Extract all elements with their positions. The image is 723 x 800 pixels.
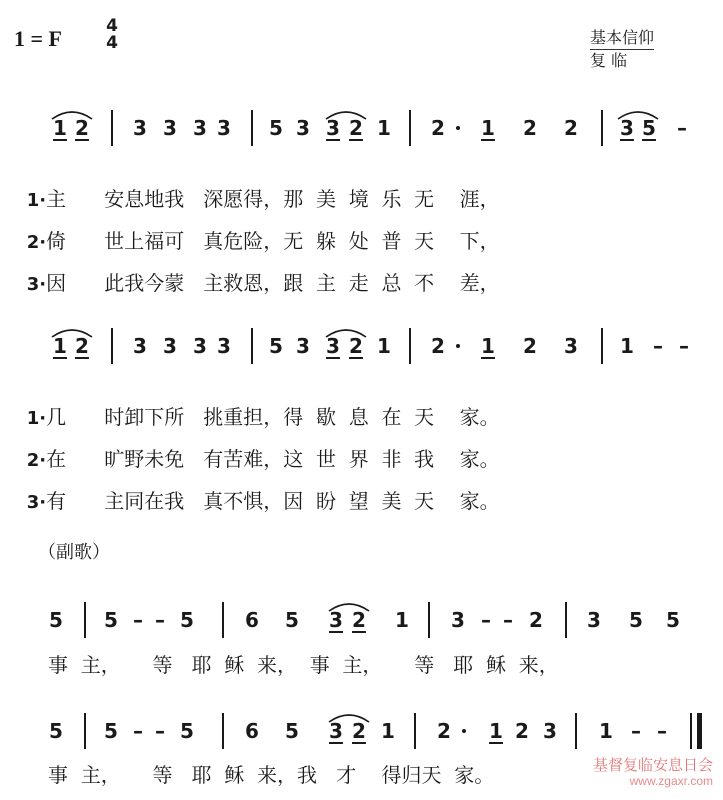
lyric-text: 主 安息地我 深愿得，那 美 境 乐 无 涯，	[46, 187, 500, 211]
note: 3	[620, 116, 634, 140]
barline	[409, 110, 411, 146]
chorus-lyric-line-2: 事 主， 等 耶 稣 来，我 才 得归天 家。	[48, 763, 495, 787]
chorus-lyric-line-1: 事 主， 等 耶 稣 来， 事 主， 等 耶 稣 来，	[48, 653, 559, 677]
augmentation-dot	[456, 119, 462, 125]
note: 3	[543, 719, 557, 743]
time-signature-bottom: 4	[106, 33, 118, 53]
note: 2	[431, 334, 445, 358]
barline	[409, 328, 411, 364]
note: 2	[349, 334, 363, 358]
augmentation-dot	[462, 722, 468, 728]
note: 3	[193, 116, 207, 140]
note: 1	[377, 334, 391, 358]
barline	[428, 602, 430, 638]
dash: –	[133, 608, 143, 632]
verse-number: 2·	[26, 232, 47, 253]
note: 2	[352, 608, 366, 632]
lyric-text: 在 旷野未免 有苦难，这 世 界 非 我 家。	[46, 447, 500, 471]
note: 5	[285, 719, 299, 743]
watermark	[593, 757, 713, 788]
note: 2	[529, 608, 543, 632]
verse-number: 3·	[26, 274, 47, 295]
barline	[414, 713, 416, 749]
note: 3	[163, 334, 177, 358]
barline	[251, 110, 253, 146]
note: 3	[326, 116, 340, 140]
music-line-1	[0, 104, 723, 154]
note: 2	[564, 116, 578, 140]
dash: –	[133, 719, 143, 743]
note: 5	[104, 719, 118, 743]
note: 2	[75, 116, 89, 140]
note: 3	[564, 334, 578, 358]
note: 3	[193, 334, 207, 358]
note: 3	[133, 334, 147, 358]
note: 2	[75, 334, 89, 358]
note: 1	[53, 334, 67, 358]
note: 1	[599, 719, 613, 743]
dash: –	[503, 608, 513, 632]
credit-arranger: 复 临	[590, 51, 628, 70]
verse-number: 1·	[26, 190, 47, 211]
dash: –	[631, 719, 641, 743]
barline	[575, 713, 577, 749]
note: 3	[587, 608, 601, 632]
note: 3	[296, 116, 310, 140]
note: 2	[437, 719, 451, 743]
note: 5	[666, 608, 680, 632]
dash: –	[657, 719, 667, 743]
note: 3	[329, 608, 343, 632]
dash: –	[481, 608, 491, 632]
note: 3	[163, 116, 177, 140]
note: 3	[329, 719, 343, 743]
final-barline-thin	[690, 713, 692, 749]
note: 5	[285, 608, 299, 632]
barline	[111, 110, 113, 146]
dash: –	[155, 608, 165, 632]
note: 3	[451, 608, 465, 632]
barline	[565, 602, 567, 638]
note: 2	[515, 719, 529, 743]
note: 1	[489, 719, 503, 743]
note: 5	[104, 608, 118, 632]
note: 3	[133, 116, 147, 140]
note: 5	[49, 608, 63, 632]
note: 3	[217, 116, 231, 140]
time-signature	[104, 18, 120, 52]
barline	[601, 110, 603, 146]
credit	[590, 27, 654, 72]
barline	[111, 328, 113, 364]
lyric-text: 有 主同在我 真不惧，因 盼 望 美 天 家。	[46, 489, 500, 513]
note: 3	[217, 334, 231, 358]
note: 2	[523, 116, 537, 140]
barline	[84, 713, 86, 749]
note: 1	[53, 116, 67, 140]
note: 2	[349, 116, 363, 140]
note: 2	[431, 116, 445, 140]
note: 1	[377, 116, 391, 140]
lyric-text: 倚 世上福可 真危险，无 躲 处 普 天 下，	[46, 229, 500, 253]
verse-number: 1·	[26, 408, 47, 429]
music-line-2	[0, 322, 723, 372]
watermark-url: www.zgaxr.com	[629, 774, 713, 788]
note: 1	[481, 334, 495, 358]
credit-source: 基本信仰	[590, 27, 654, 50]
note: 6	[245, 608, 259, 632]
dash: –	[155, 719, 165, 743]
barline	[601, 328, 603, 364]
barline	[84, 602, 86, 638]
lyric-text: 因 此我今蒙 主救恩，跟 主 走 总 不 差，	[46, 271, 500, 295]
note: 5	[180, 608, 194, 632]
dash: –	[679, 334, 689, 358]
verse-number: 2·	[26, 450, 47, 471]
barline	[251, 328, 253, 364]
note: 5	[180, 719, 194, 743]
verse-number: 3·	[26, 492, 47, 513]
note: 1	[395, 608, 409, 632]
barline	[222, 713, 224, 749]
note: 3	[326, 334, 340, 358]
lyric-text: 几 时卸下所 挑重担，得 歇 息 在 天 家。	[46, 405, 500, 429]
note: 1	[481, 116, 495, 140]
final-barline-thick	[697, 713, 702, 749]
note: 2	[352, 719, 366, 743]
dash: –	[653, 334, 663, 358]
key-signature: 1 = F	[14, 26, 62, 51]
note: 3	[296, 334, 310, 358]
note: 6	[245, 719, 259, 743]
note: 5	[49, 719, 63, 743]
barline	[222, 602, 224, 638]
watermark-text: 基督复临安息日会	[592, 756, 713, 774]
lyric-line-v3	[14, 244, 500, 296]
chorus-label: （副歌）	[38, 542, 110, 563]
time-signature-top: 4	[106, 16, 118, 36]
note: 5	[629, 608, 643, 632]
note: 5	[642, 116, 656, 140]
note: 1	[381, 719, 395, 743]
chorus-music-line-1	[0, 596, 723, 646]
note: 5	[269, 334, 283, 358]
note: 1	[620, 334, 634, 358]
chorus-music-line-2	[0, 707, 723, 757]
note: 2	[523, 334, 537, 358]
augmentation-dot	[456, 337, 462, 343]
dash: –	[677, 116, 687, 140]
lyric-line-v3	[14, 462, 500, 514]
note: 5	[269, 116, 283, 140]
